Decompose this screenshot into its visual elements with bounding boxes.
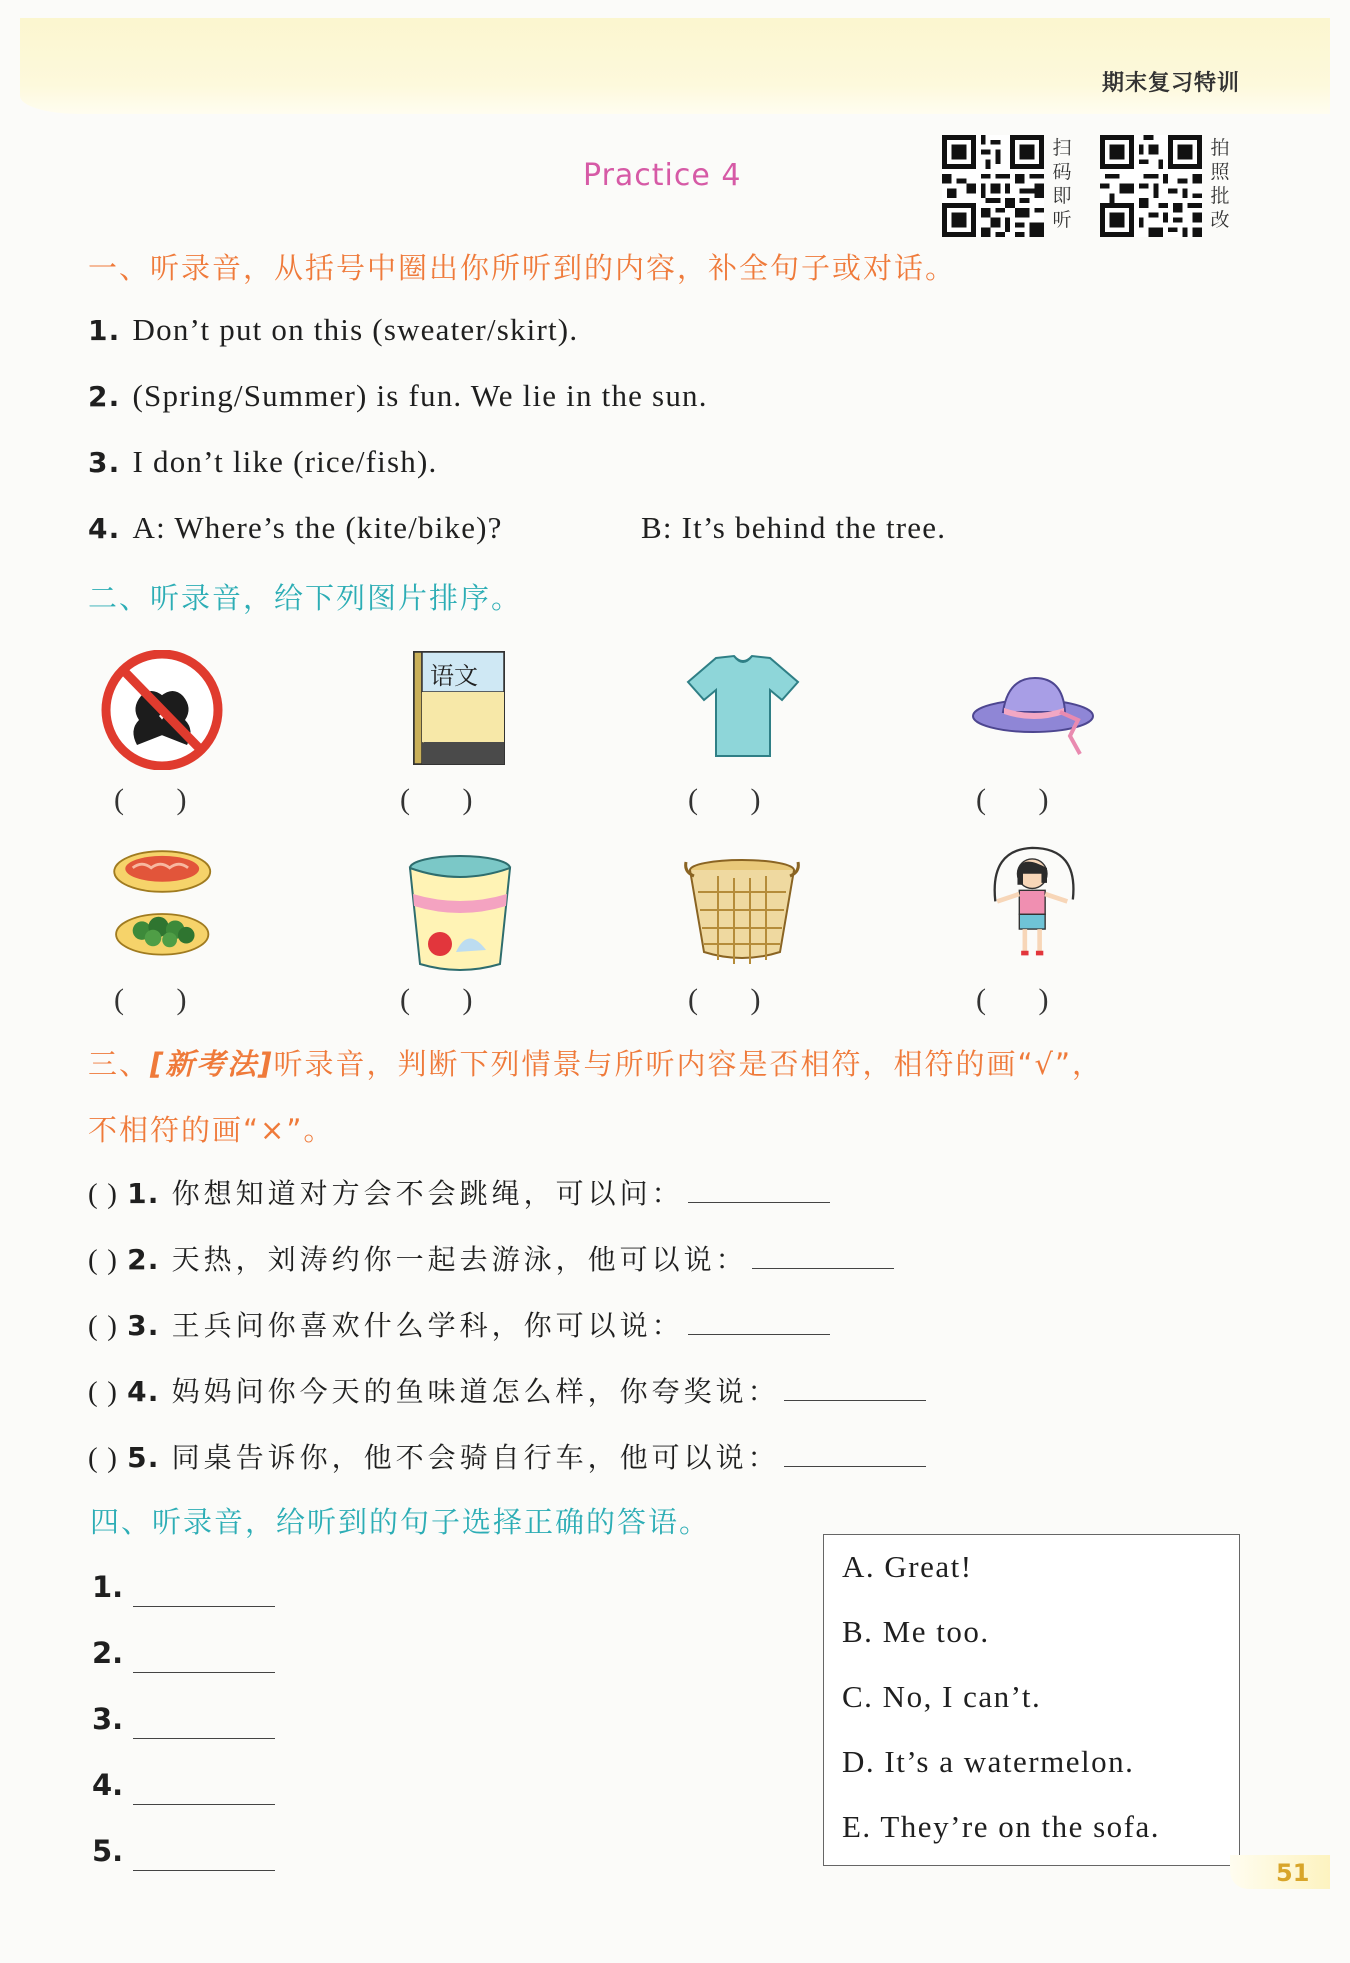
heading-prefix: 三、 <box>88 1047 151 1081</box>
basket-icon <box>678 852 808 972</box>
answer-number: 3. <box>92 1702 124 1736</box>
item-number: 5. <box>127 1441 160 1474</box>
header-title: 期末复习特训 <box>1101 71 1240 96</box>
section-1-heading: 一、听录音，从括号中圈出你所听到的内容，补全句子或对话。 <box>88 251 957 285</box>
page-number-tab <box>1230 1855 1330 1889</box>
qr-code-icon <box>942 135 1044 237</box>
answer-line <box>133 1738 275 1739</box>
answer-line <box>133 1804 275 1805</box>
item-number: 3. <box>127 1309 160 1342</box>
part3-item-3 <box>88 1304 830 1344</box>
option-d: D. It’s a watermelon. <box>842 1744 1135 1779</box>
answer-line <box>133 1606 275 1607</box>
judge-paren: ( ) <box>88 1178 119 1210</box>
judge-paren: ( ) <box>88 1376 119 1408</box>
answer-blank <box>784 1374 926 1401</box>
answer-number: 2. <box>92 1636 124 1670</box>
item-text: 同桌告诉你，他不会骑自行车，他可以说： <box>171 1441 780 1474</box>
answer-paren: ( ) <box>688 983 761 1016</box>
judge-paren: ( ) <box>88 1310 119 1342</box>
part1-item-4-b: B: It’s behind the tree. <box>641 510 947 545</box>
answer-paren: ( ) <box>976 783 1049 816</box>
answer-paren: ( ) <box>400 783 473 816</box>
part1-item-3 <box>88 444 437 480</box>
item-number: 2. <box>88 380 121 413</box>
item-number: 4. <box>88 512 121 545</box>
part3-item-2 <box>88 1238 894 1278</box>
answer-paren: ( ) <box>688 783 761 816</box>
item-number: 1. <box>127 1177 160 1210</box>
answer-paren: ( ) <box>114 783 187 816</box>
meat-and-vegetables-icon <box>100 842 230 962</box>
judge-paren: ( ) <box>88 1442 119 1474</box>
qr-label-listen: 扫 码 即 听 <box>1052 137 1072 231</box>
section-3-heading <box>88 1042 1103 1083</box>
no-talking-sign-icon <box>97 650 227 770</box>
part3-item-4 <box>88 1370 926 1410</box>
part1-item-2 <box>88 378 708 414</box>
answer-number: 5. <box>92 1834 124 1868</box>
heading-main: 听录音，判断下列情景与所听内容是否相符，相符的画“√”， <box>273 1047 1104 1081</box>
option-e: E. They’re on the sofa. <box>842 1809 1160 1844</box>
part1-item-1 <box>88 312 578 348</box>
item-number: 3. <box>88 446 121 479</box>
item-text-a: A: Where’s the (kite/bike)? <box>132 510 503 545</box>
answer-blank <box>752 1242 894 1269</box>
item-text: 你想知道对方会不会跳绳，可以问： <box>171 1177 684 1210</box>
qr-code-icon <box>1100 135 1202 237</box>
answer-number: 1. <box>92 1570 124 1604</box>
option-b: B. Me too. <box>842 1614 990 1649</box>
answer-blank <box>688 1308 830 1335</box>
item-text: 妈妈问你今天的鱼味道怎么样，你夸奖说： <box>171 1375 780 1408</box>
answer-line <box>133 1870 275 1871</box>
item-text: I don’t like (rice/fish). <box>132 444 438 479</box>
page-number: 51 <box>1276 1859 1310 1887</box>
part3-item-5 <box>88 1436 926 1476</box>
item-text: 王兵问你喜欢什么学科，你可以说： <box>171 1309 684 1342</box>
new-exam-tag: [新考法] <box>150 1047 274 1081</box>
option-a: A. Great! <box>842 1549 973 1584</box>
girl-skipping-rope-icon <box>970 846 1100 966</box>
item-number: 2. <box>127 1243 160 1276</box>
qr-label-correct: 拍 照 批 改 <box>1210 137 1230 231</box>
svg-text:语文: 语文 <box>430 662 478 690</box>
sun-hat-icon <box>968 654 1098 774</box>
part3-item-1 <box>88 1172 830 1212</box>
practice-title: Practice 4 <box>583 158 742 193</box>
item-text: Don’t put on this (sweater/skirt). <box>132 312 579 347</box>
answer-paren: ( ) <box>976 983 1049 1016</box>
item-number: 1. <box>88 314 121 347</box>
chinese-book-icon <box>392 648 522 768</box>
answer-blank <box>784 1440 926 1467</box>
answer-blank <box>688 1176 830 1203</box>
answer-options-box <box>823 1534 1240 1866</box>
option-c: C. No, I can’t. <box>842 1679 1042 1714</box>
answer-number: 4. <box>92 1768 124 1802</box>
answer-line <box>133 1672 275 1673</box>
ice-cream-icon <box>396 852 526 972</box>
t-shirt-icon <box>678 650 808 770</box>
section-4-heading: 四、听录音，给听到的句子选择正确的答语。 <box>90 1505 711 1539</box>
part1-item-4 <box>88 510 503 546</box>
section-2-heading: 二、听录音，给下列图片排序。 <box>88 581 523 615</box>
item-text: (Spring/Summer) is fun. We lie in the sun. <box>132 378 708 413</box>
answer-paren: ( ) <box>114 983 187 1016</box>
item-text: 天热，刘涛约你一起去游泳，他可以说： <box>171 1243 748 1276</box>
item-number: 4. <box>127 1375 160 1408</box>
judge-paren: ( ) <box>88 1244 119 1276</box>
answer-paren: ( ) <box>400 983 473 1016</box>
section-3-heading-line2: 不相符的画“×”。 <box>88 1113 335 1147</box>
